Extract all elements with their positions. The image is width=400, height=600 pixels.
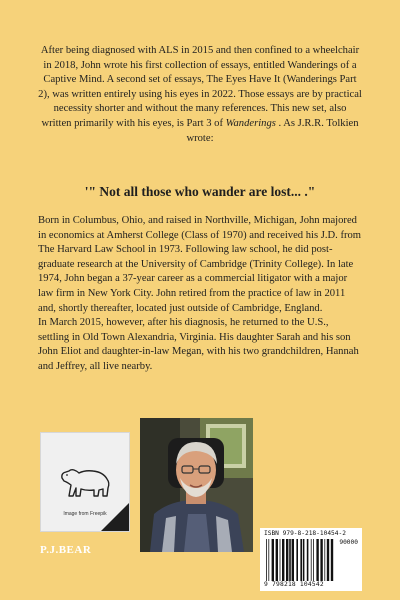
blurb-title-italic: Wanderings <box>225 117 276 129</box>
barcode-bar <box>313 539 314 581</box>
bio-paragraph-1: Born in Columbus, Ohio, and raised in Northville, Michigan, John majored in economics at Amherst College (Class of 1970) and received his J.D. from The Harvard Law School in 1973. Following law school, he did post-graduate research at the University of Cambridge (Trinity College). In late 1974, John began a 37-year career as a commercial litigator with a major law firm in New York City. John retired from the practice of law in 2011 and, shortly thereafter, located just outside of Cambridge, England. <box>38 215 362 314</box>
barcode-bar <box>320 539 322 581</box>
blurb-text-1b: . As J.R.R. Tolkien wrote: <box>186 117 359 144</box>
author-photo <box>140 418 253 552</box>
publisher-logo-box <box>40 432 130 532</box>
barcode-bar <box>316 539 318 581</box>
barcode-bar <box>327 539 329 581</box>
barcode-bar <box>296 539 298 581</box>
barcode-bar <box>268 539 269 581</box>
barcode-bar <box>300 539 302 581</box>
barcode-bar <box>324 539 325 581</box>
isbn-barcode <box>260 528 362 591</box>
barcode-bar <box>286 539 288 581</box>
barcode-digits: 9 798218 104542 <box>264 581 324 588</box>
barcode-bar <box>289 539 291 581</box>
barcode-bar <box>282 539 284 581</box>
barcode-bar <box>280 539 281 581</box>
price-code: 90000 <box>339 539 358 546</box>
barcode-bar <box>266 539 267 581</box>
blurb-text-1a: After being diagnosed with ALS in 2015 and then confined to a wheelchair in 2018, John wrote his first collection of essays, entitled Wanderings of a Captive Mind. A second set of essays, The Eyes Have It (Wanderings Part 2), was written entirely using his eyes in 2022. Those essays are by practical necessity shorter and without the many references. This new set, also written primarily with his eyes, is Part 3 of <box>38 45 362 129</box>
barcode-bar <box>331 539 333 581</box>
barcode-bar <box>307 539 309 581</box>
polar-bear-icon <box>59 463 111 499</box>
barcode-bar <box>292 539 294 581</box>
author-portrait-image <box>140 418 253 552</box>
corner-triangle <box>101 503 129 531</box>
author-bio <box>38 214 362 375</box>
blurb-paragraph-1 <box>38 44 362 146</box>
bio-paragraph-2: In March 2015, however, after his diagnosis, he returned to the U.S., settling in Old Town Alexandria, Virginia. His daughter Sarah and his son John Eliot and daughter-in-law Megan, with his two grandchildren, Hannah and Jeffrey, all live nearby. <box>38 317 359 372</box>
barcode-bar <box>311 539 312 581</box>
tolkien-quote: '" Not all those who wander are lost... ." <box>84 184 316 199</box>
publisher-name: P.J.BEAR <box>40 544 92 556</box>
image-credit: Image from Freepik <box>63 511 107 517</box>
barcode-bar <box>272 539 274 581</box>
barcode-bar <box>276 539 278 581</box>
isbn-number: ISBN 979-8-218-10454-2 <box>264 530 346 537</box>
barcode-bar <box>303 539 305 581</box>
barcode-bars <box>266 539 334 581</box>
